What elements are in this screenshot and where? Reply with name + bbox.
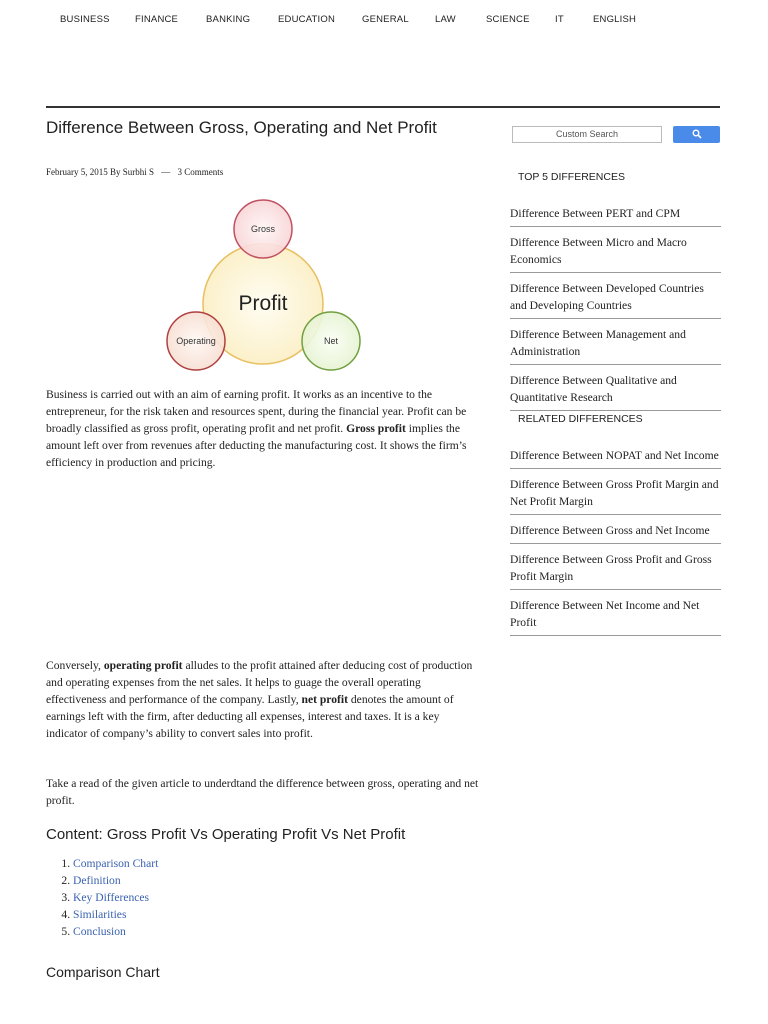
table-of-contents <box>46 855 158 940</box>
comments-link[interactable]: 3 Comments <box>177 167 224 177</box>
post-date: February 5, 2015 <box>46 167 108 177</box>
top5-link[interactable]: Difference Between Developed Countries and Developing Countries <box>510 282 704 312</box>
profit-venn-diagram <box>160 198 370 374</box>
author-link[interactable]: Surbhi S <box>122 167 155 177</box>
bold-term: operating profit <box>103 659 183 672</box>
related-list <box>510 440 721 636</box>
operating-label: Operating <box>176 336 216 346</box>
bold-term: net profit <box>301 693 348 706</box>
top5-title: TOP 5 DIFFERENCES <box>518 171 625 183</box>
comparison-chart-heading: Comparison Chart <box>46 964 160 980</box>
related-link[interactable]: Difference Between Gross Profit and Gross Profit Margin <box>510 553 712 583</box>
top5-link[interactable]: Difference Between Qualitative and Quantitative Research <box>510 374 677 404</box>
content-heading: Content: Gross Profit Vs Operating Profit Vs Net Profit <box>46 826 406 843</box>
related-title: RELATED DIFFERENCES <box>518 413 643 425</box>
nav-education[interactable]: EDUCATION <box>278 14 336 25</box>
nav-law[interactable]: LAW <box>435 14 456 25</box>
meta-separator: — <box>161 167 171 177</box>
related-link[interactable]: Difference Between Gross Profit Margin and Net Profit Margin <box>510 478 719 508</box>
toc-item: 4. Similarities <box>61 908 127 921</box>
toc-item: 3. Key Differences <box>61 891 150 904</box>
search-icon <box>692 129 702 139</box>
list-item <box>510 198 721 227</box>
toc-link-conclusion[interactable]: Conclusion <box>73 925 126 938</box>
top5-list <box>510 198 721 411</box>
toc-link-key-differences[interactable]: Key Differences <box>73 891 150 904</box>
list-item <box>510 515 721 544</box>
top5-link[interactable]: Difference Between Micro and Macro Economics <box>510 236 687 266</box>
article-title: Difference Between Gross, Operating and Net Profit <box>46 118 437 137</box>
list-item <box>510 469 721 515</box>
profit-label: Profit <box>238 292 288 315</box>
related-link[interactable]: Difference Between NOPAT and Net Income <box>510 449 719 462</box>
nav-general[interactable]: GENERAL <box>362 14 409 25</box>
related-link[interactable]: Difference Between Net Income and Net Profit <box>510 599 700 629</box>
nav-it[interactable]: IT <box>555 14 564 25</box>
top5-link[interactable]: Difference Between Management and Administration <box>510 328 686 358</box>
list-item <box>510 544 721 590</box>
toc-link-definition[interactable]: Definition <box>73 874 121 887</box>
related-link[interactable]: Difference Between Gross and Net Income <box>510 524 710 537</box>
gross-label: Gross <box>250 224 276 234</box>
list-item <box>510 227 721 273</box>
list-item <box>510 273 721 319</box>
nav-science[interactable]: SCIENCE <box>486 14 530 25</box>
profit-diagram <box>160 198 370 374</box>
list-item <box>510 319 721 365</box>
toc-link-comparison-chart[interactable]: Comparison Chart <box>73 857 159 870</box>
read-more-paragraph: Take a read of the given article to underdtand the difference between gross, operating and net profit. <box>46 777 479 807</box>
toc-link-similarities[interactable]: Similarities <box>73 908 127 921</box>
nav-business[interactable]: BUSINESS <box>60 14 110 25</box>
profit-types-paragraph: Conversely, operating profit alludes to the profit attained after deducing cost of production and operating expenses from the net sales. It helps to guage the overall operating effectiveness and performance of the company. Lastly, net profit denotes the amount of earnings left with the firm, after deducting all expenses, interest and taxes. It is a key indicator of company’s ability to convert sales into profit. <box>46 659 473 740</box>
toc-item: 1. Comparison Chart <box>61 857 159 870</box>
nav-finance[interactable]: FINANCE <box>135 14 179 25</box>
by-label: By <box>110 167 121 177</box>
nav-banking[interactable]: BANKING <box>206 14 251 25</box>
top5-link[interactable]: Difference Between PERT and CPM <box>510 207 681 220</box>
header-divider <box>46 106 720 108</box>
list-item <box>510 590 721 636</box>
toc-item: 2. Definition <box>61 874 121 887</box>
intro-paragraph: Business is carried out with an aim of earning profit. It works as an incentive to the entrepreneur, for the risk taken and resources spent, during the financial year. Profit can be broadly classified as gross profit, operating profit and net profit. Gross profit implies the amount left over from revenues after deducting the manufacturing cost. It shows the firm’s efficiency in production and pricing. <box>46 388 467 469</box>
toc-item: 5. Conclusion <box>61 925 126 938</box>
bold-term: Gross profit <box>346 422 406 435</box>
article-meta <box>46 167 223 177</box>
search-button[interactable] <box>673 126 720 143</box>
top-navigation <box>0 14 768 28</box>
nav-english[interactable]: ENGLISH <box>593 14 637 25</box>
custom-search <box>512 126 720 146</box>
net-label: Net <box>323 336 339 346</box>
search-input[interactable]: Custom Search <box>512 126 662 143</box>
list-item <box>510 440 721 469</box>
list-item <box>510 365 721 411</box>
